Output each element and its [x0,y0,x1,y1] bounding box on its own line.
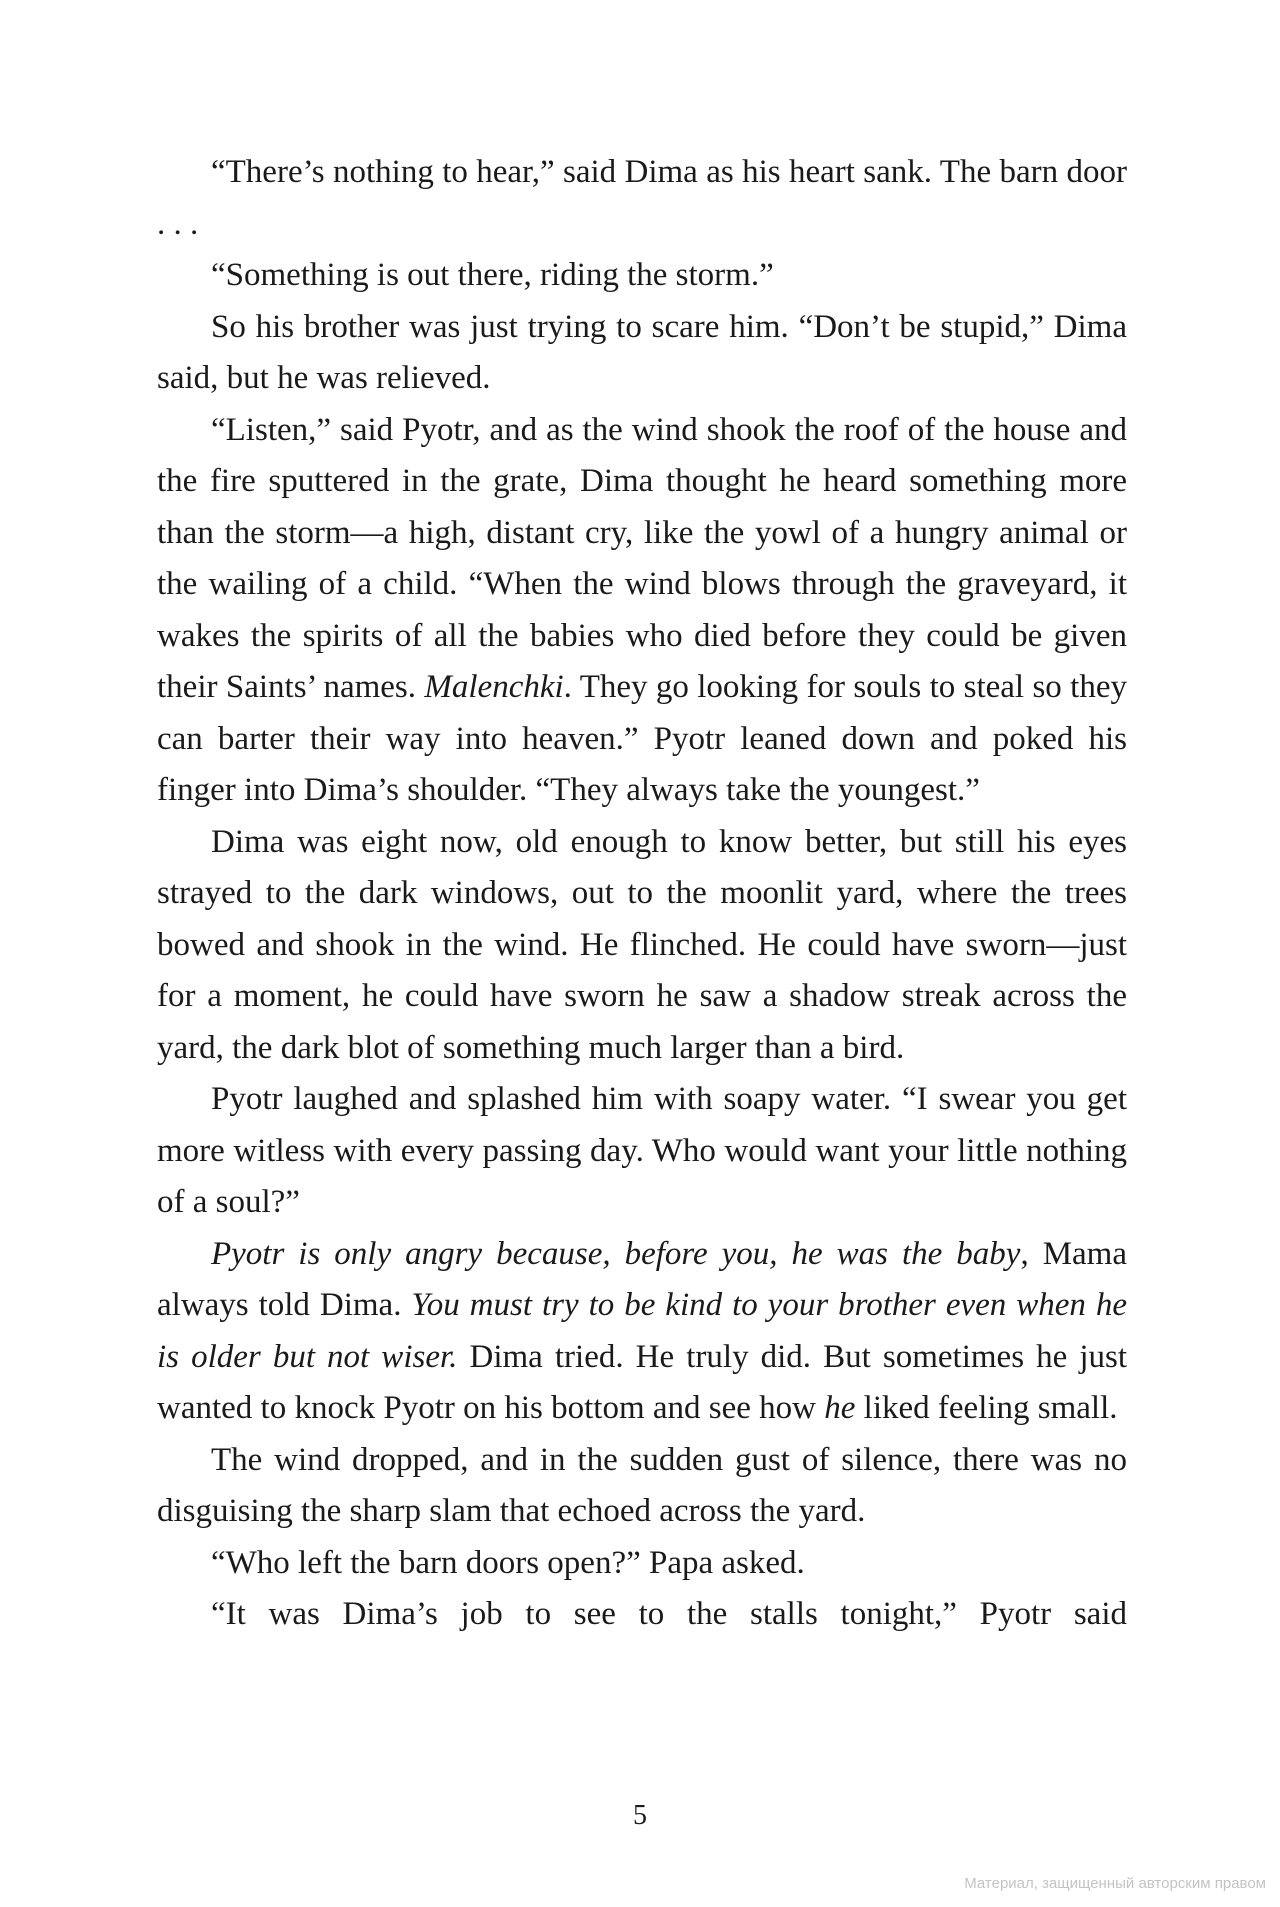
page-number: 5 [633,1800,647,1831]
copyright-watermark: Материал, защищенный авторским правом [964,1875,1266,1892]
paragraph-4 [157,405,1127,817]
paragraph-5: Dima was eight now, old enough to know better, but still his eyes strayed to the dark windows, out to the moonlit yard, where the trees bowed and shook in the wind. He flinched. He could have sworn—just for a moment, he could have sworn he saw a shadow streak across the yard, the dark blot of something much larger than a bird. [157,823,1127,1066]
paragraph-4-text-a: “Listen,” said Pyotr, and as the wind shook the roof of the house and the fire sputtered in the grate, Dima thought he heard something more than the storm—a high, distant cry, like the yowl of a hungry animal or the wailing of a child. “When the wind blows through the graveyard, it wakes the spirits of all the babies who died before they could be given their Saints’ names. [157,411,1127,705]
paragraph-4-text-c: . They go looking for souls to steal so they can barter their way into heaven.” Pyotr leaned down and poked his finger into Dima’s shoulder. “They always take the youngest.” [157,669,1127,808]
paragraph-7-text-f: liked feeling small. [855,1390,1118,1426]
paragraph-2: “Something is out there, riding the storm.” [211,257,774,293]
paragraph-1: “There’s nothing to hear,” said Dima as his heart sank. The barn door . . . [157,154,1127,242]
paragraph-3: So his brother was just trying to scare him. “Don’t be stupid,” Dima said, but he was relieved. [157,308,1127,396]
page-body [157,147,1127,1641]
paragraph-9: “Who left the barn doors open?” Papa asked. [211,1544,805,1581]
paragraph-8: The wind dropped, and in the sudden gust of silence, there was no disguising the sharp slam that echoed across the yard. [157,1441,1127,1529]
paragraph-7-italic-he: he [824,1390,856,1426]
paragraph-10: “It was Dima’s job to see to the stalls tonight,” Pyotr said [211,1596,1127,1632]
paragraph-7-italic-a: Pyotr is only angry because, before you, he was the baby [211,1235,1021,1272]
paragraph-7-italic-c: You must try to be kind to your brother even when he is older but not wiser. [157,1287,1127,1375]
paragraph-6: Pyotr laughed and splashed him with soapy water. “I swear you get more witless with every passing day. Who would want your little nothing of a soul?” [157,1081,1127,1220]
paragraph-4-italic-malenchki: Malenchki [424,669,564,705]
paragraph-7 [157,1229,1127,1435]
paragraph-7-text-b: , Mama always told Dima. [157,1235,1127,1323]
paragraph-7-text-d: Dima tried. He truly did. But sometimes he just wanted to knock Pyotr on his bottom and see how [157,1338,1128,1426]
